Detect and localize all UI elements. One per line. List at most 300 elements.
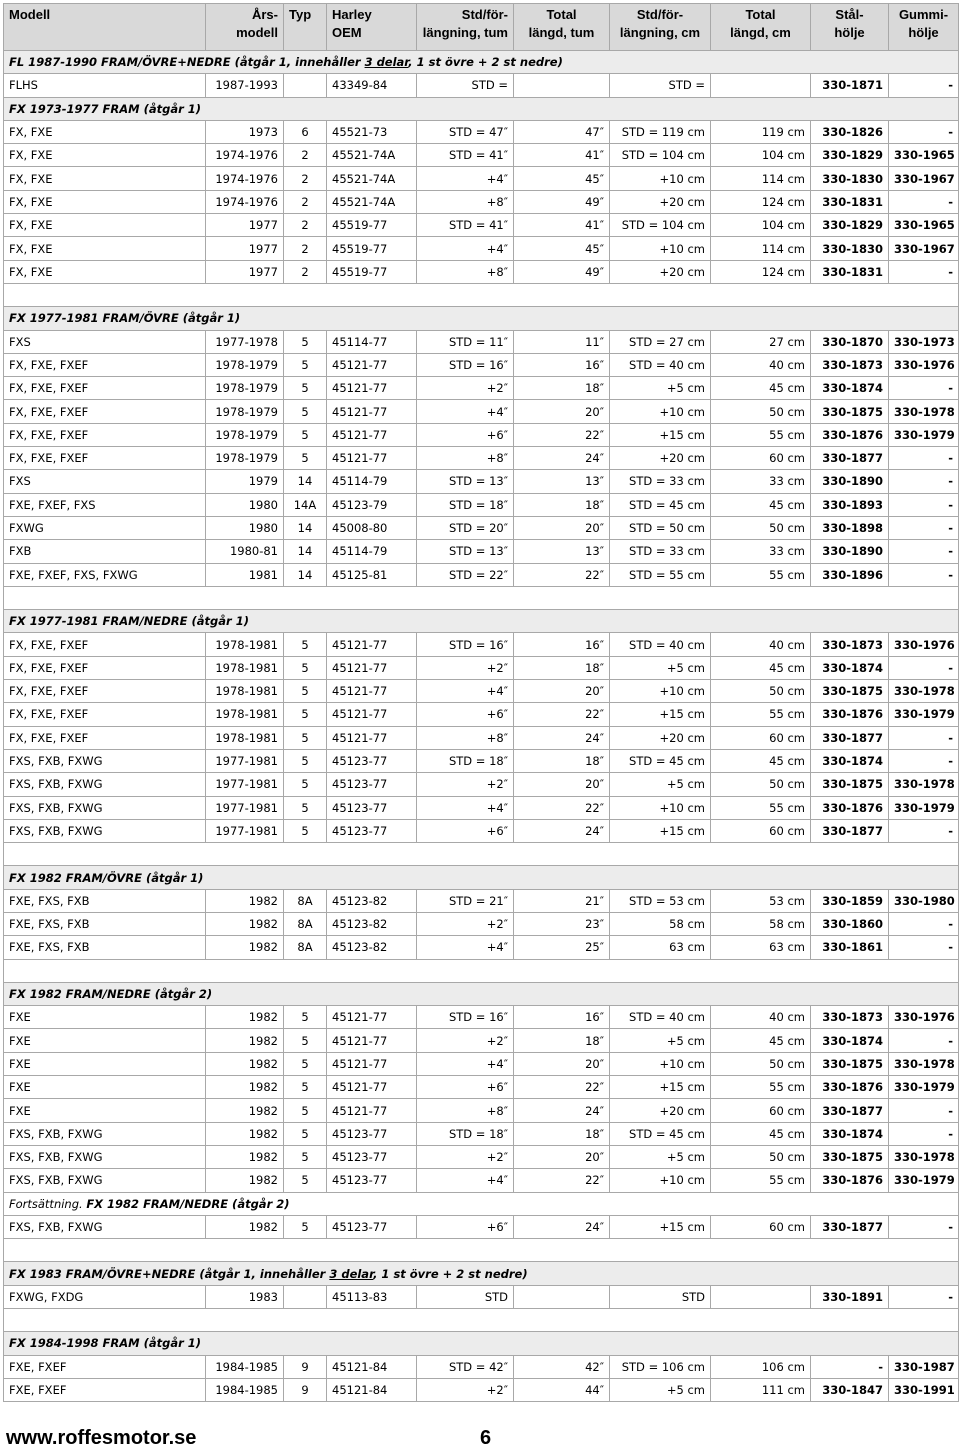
- cell-year: 1978-1981: [206, 656, 284, 679]
- cell-total-cm: 50 cm: [711, 1052, 811, 1075]
- cell-total-cm: 60 cm: [711, 447, 811, 470]
- cell-std-cm: STD = 53 cm: [610, 889, 711, 912]
- cell-type: 5: [284, 330, 327, 353]
- cell-total-cm: 27 cm: [711, 330, 811, 353]
- cell-oem: 45121-77: [327, 353, 417, 376]
- cell-total-inch: 11″: [514, 330, 610, 353]
- cell-total-cm: 50 cm: [711, 516, 811, 539]
- cell-type: 5: [284, 1215, 327, 1238]
- cell-rubber-cover: -: [889, 819, 959, 842]
- cell-std-cm: +20 cm: [610, 1099, 711, 1122]
- cell-oem: 45521-73: [327, 120, 417, 143]
- cell-std-cm: +20 cm: [610, 447, 711, 470]
- cell-total-inch: 24″: [514, 1099, 610, 1122]
- cell-model: FXE, FXEF: [4, 1378, 206, 1401]
- cell-total-cm: 60 cm: [711, 1099, 811, 1122]
- cell-year: 1978-1979: [206, 400, 284, 423]
- cell-year: 1978-1979: [206, 423, 284, 446]
- cell-year: 1980: [206, 493, 284, 516]
- cell-std-inch: STD = 42″: [417, 1355, 514, 1378]
- cell-steel-cover: 330-1876: [811, 703, 889, 726]
- cell-total-inch: 20″: [514, 516, 610, 539]
- cell-model: FX, FXE, FXEF: [4, 703, 206, 726]
- cell-total-inch: 20″: [514, 1145, 610, 1168]
- cell-total-cm: 45 cm: [711, 656, 811, 679]
- cell-total-cm: 55 cm: [711, 703, 811, 726]
- cell-year: 1982: [206, 1145, 284, 1168]
- cell-model: FXS, FXB, FXWG: [4, 1215, 206, 1238]
- cell-model: FX, FXE, FXEF: [4, 633, 206, 656]
- cell-std-cm: STD = 40 cm: [610, 1006, 711, 1029]
- cell-rubber-cover: 330-1976: [889, 353, 959, 376]
- cell-type: 5: [284, 1099, 327, 1122]
- cell-type: 5: [284, 1169, 327, 1192]
- cell-std-cm: STD = 50 cm: [610, 516, 711, 539]
- cell-std-cm: STD = 55 cm: [610, 563, 711, 586]
- cell-std-cm: +5 cm: [610, 656, 711, 679]
- cell-std-cm: +15 cm: [610, 1215, 711, 1238]
- cell-total-inch: 23″: [514, 912, 610, 935]
- cell-steel-cover: 330-1890: [811, 470, 889, 493]
- cell-year: 1978-1981: [206, 633, 284, 656]
- cell-type: 9: [284, 1355, 327, 1378]
- cell-total-inch: 16″: [514, 1006, 610, 1029]
- cell-steel-cover: 330-1890: [811, 540, 889, 563]
- cell-oem: 45123-77: [327, 749, 417, 772]
- cell-type: 5: [284, 400, 327, 423]
- cell-oem: 45121-77: [327, 400, 417, 423]
- table-row: [4, 423, 959, 446]
- cell-rubber-cover: 330-1979: [889, 1169, 959, 1192]
- cell-type: 5: [284, 749, 327, 772]
- header-oem: Harley OEM: [327, 4, 417, 51]
- cell-total-cm: 33 cm: [711, 540, 811, 563]
- cell-total-inch: 47″: [514, 120, 610, 143]
- cell-total-cm: 55 cm: [711, 1169, 811, 1192]
- cell-rubber-cover: 330-1967: [889, 237, 959, 260]
- cell-total-cm: 58 cm: [711, 912, 811, 935]
- cell-std-cm: STD: [610, 1285, 711, 1308]
- cell-total-inch: 22″: [514, 703, 610, 726]
- parts-table: [3, 3, 959, 1402]
- cell-rubber-cover: 330-1978: [889, 680, 959, 703]
- cell-type: 5: [284, 633, 327, 656]
- cell-std-cm: +10 cm: [610, 1169, 711, 1192]
- cell-steel-cover: 330-1877: [811, 1099, 889, 1122]
- section-title-text: FX 1973-1977 FRAM (åtgår 1): [9, 101, 202, 116]
- section-header-row: [4, 1332, 959, 1355]
- cell-total-inch: [514, 1285, 610, 1308]
- header-steel-cover: Stål- hölje: [811, 4, 889, 51]
- cell-rubber-cover: -: [889, 1099, 959, 1122]
- cell-total-cm: 55 cm: [711, 563, 811, 586]
- cell-type: 5: [284, 1052, 327, 1075]
- cell-total-inch: 49″: [514, 260, 610, 283]
- section-title: [4, 1332, 959, 1355]
- cell-type: 2: [284, 260, 327, 283]
- cell-oem: 45121-77: [327, 447, 417, 470]
- cell-model: FXWG: [4, 516, 206, 539]
- cell-total-cm: 104 cm: [711, 144, 811, 167]
- cell-oem: 45125-81: [327, 563, 417, 586]
- cell-total-inch: 20″: [514, 680, 610, 703]
- cell-total-inch: 13″: [514, 540, 610, 563]
- cell-year: 1984-1985: [206, 1355, 284, 1378]
- section-title: [4, 51, 959, 74]
- cell-type: 5: [284, 377, 327, 400]
- cell-std-inch: STD = 21″: [417, 889, 514, 912]
- cell-type: 5: [284, 819, 327, 842]
- cell-total-inch: 24″: [514, 1215, 610, 1238]
- cell-total-inch: 21″: [514, 889, 610, 912]
- cell-oem: 45121-77: [327, 1099, 417, 1122]
- spacer-row: [4, 586, 959, 609]
- cell-year: 1982: [206, 1029, 284, 1052]
- section-header-row: [4, 610, 959, 633]
- cell-steel-cover: 330-1898: [811, 516, 889, 539]
- cell-std-inch: +2″: [417, 377, 514, 400]
- cell-type: 5: [284, 447, 327, 470]
- cell-year: 1982: [206, 1099, 284, 1122]
- continuation-section: FX 1982 FRAM/NEDRE (åtgår 2): [86, 1196, 290, 1211]
- cell-total-cm: 45 cm: [711, 377, 811, 400]
- cell-oem: 45521-74A: [327, 190, 417, 213]
- cell-rubber-cover: 330-1979: [889, 423, 959, 446]
- cell-std-cm: +10 cm: [610, 680, 711, 703]
- cell-std-inch: +4″: [417, 167, 514, 190]
- spacer-row: [4, 1239, 959, 1262]
- cell-oem: 45123-77: [327, 773, 417, 796]
- cell-std-inch: +2″: [417, 656, 514, 679]
- table-row: [4, 726, 959, 749]
- cell-model: FXE, FXEF, FXS: [4, 493, 206, 516]
- cell-type: 5: [284, 703, 327, 726]
- cell-year: 1977-1981: [206, 796, 284, 819]
- cell-model: FX, FXE, FXEF: [4, 656, 206, 679]
- cell-total-cm: 106 cm: [711, 1355, 811, 1378]
- cell-std-inch: +8″: [417, 447, 514, 470]
- cell-steel-cover: 330-1877: [811, 819, 889, 842]
- cell-type: 14: [284, 540, 327, 563]
- cell-std-cm: STD = 45 cm: [610, 493, 711, 516]
- header-total-inch: Total längd, tum: [514, 4, 610, 51]
- cell-total-inch: 22″: [514, 1169, 610, 1192]
- cell-year: 1978-1981: [206, 680, 284, 703]
- cell-type: 5: [284, 1006, 327, 1029]
- cell-model: FX, FXE, FXEF: [4, 726, 206, 749]
- cell-std-cm: +15 cm: [610, 819, 711, 842]
- cell-std-cm: STD = 45 cm: [610, 1122, 711, 1145]
- cell-type: 5: [284, 353, 327, 376]
- cell-total-inch: 44″: [514, 1378, 610, 1401]
- cell-model: FXE, FXS, FXB: [4, 889, 206, 912]
- cell-oem: 45113-83: [327, 1285, 417, 1308]
- cell-std-inch: +4″: [417, 936, 514, 959]
- cell-type: 2: [284, 190, 327, 213]
- cell-std-cm: STD = 33 cm: [610, 540, 711, 563]
- table-row: [4, 330, 959, 353]
- cell-total-inch: 24″: [514, 819, 610, 842]
- cell-steel-cover: 330-1877: [811, 726, 889, 749]
- spacer-row: [4, 1309, 959, 1332]
- document: [3, 3, 958, 1402]
- cell-steel-cover: 330-1830: [811, 237, 889, 260]
- cell-rubber-cover: 330-1976: [889, 1006, 959, 1029]
- header-model: Modell: [4, 4, 206, 51]
- cell-steel-cover: 330-1873: [811, 1006, 889, 1029]
- cell-std-cm: +10 cm: [610, 237, 711, 260]
- cell-total-cm: 45 cm: [711, 1029, 811, 1052]
- cell-type: 5: [284, 1076, 327, 1099]
- cell-oem: 45121-84: [327, 1355, 417, 1378]
- cell-type: 2: [284, 237, 327, 260]
- cell-oem: 45121-77: [327, 703, 417, 726]
- cell-model: FXE, FXEF, FXS, FXWG: [4, 563, 206, 586]
- cell-std-cm: STD = 104 cm: [610, 214, 711, 237]
- cell-rubber-cover: -: [889, 563, 959, 586]
- cell-type: 14: [284, 516, 327, 539]
- cell-rubber-cover: 330-1991: [889, 1378, 959, 1401]
- cell-std-cm: +5 cm: [610, 1145, 711, 1168]
- cell-year: 1981: [206, 563, 284, 586]
- cell-total-cm: 114 cm: [711, 167, 811, 190]
- cell-steel-cover: 330-1896: [811, 563, 889, 586]
- section-title-text: FX 1983 FRAM/ÖVRE+NEDRE (åtgår 1, innehåller: [9, 1266, 330, 1281]
- cell-type: 5: [284, 1029, 327, 1052]
- cell-total-cm: 50 cm: [711, 1145, 811, 1168]
- cell-year: 1974-1976: [206, 190, 284, 213]
- cell-std-cm: +20 cm: [610, 190, 711, 213]
- cell-total-inch: 18″: [514, 377, 610, 400]
- cell-total-inch: 22″: [514, 1076, 610, 1099]
- table-row: [4, 889, 959, 912]
- cell-type: 9: [284, 1378, 327, 1401]
- cell-oem: 45121-77: [327, 726, 417, 749]
- cell-std-cm: STD =: [610, 74, 711, 97]
- cell-total-inch: 20″: [514, 773, 610, 796]
- cell-std-inch: +4″: [417, 680, 514, 703]
- cell-steel-cover: 330-1873: [811, 353, 889, 376]
- cell-rubber-cover: -: [889, 120, 959, 143]
- cell-year: 1980: [206, 516, 284, 539]
- cell-std-cm: +5 cm: [610, 377, 711, 400]
- table-row: [4, 120, 959, 143]
- spacer-cell: [4, 959, 959, 982]
- cell-std-inch: +2″: [417, 1378, 514, 1401]
- cell-rubber-cover: 330-1967: [889, 167, 959, 190]
- cell-std-cm: +15 cm: [610, 703, 711, 726]
- cell-rubber-cover: -: [889, 1215, 959, 1238]
- cell-oem: 45121-77: [327, 1029, 417, 1052]
- cell-model: FX, FXE: [4, 120, 206, 143]
- cell-rubber-cover: 330-1979: [889, 1076, 959, 1099]
- cell-std-inch: STD: [417, 1285, 514, 1308]
- cell-rubber-cover: 330-1979: [889, 703, 959, 726]
- cell-oem: 45114-79: [327, 540, 417, 563]
- cell-year: 1982: [206, 889, 284, 912]
- cell-rubber-cover: -: [889, 516, 959, 539]
- table-row: [4, 633, 959, 656]
- table-row: [4, 1285, 959, 1308]
- cell-total-inch: 20″: [514, 1052, 610, 1075]
- cell-std-inch: STD = 16″: [417, 353, 514, 376]
- cell-model: FX, FXE: [4, 214, 206, 237]
- cell-year: 1977: [206, 214, 284, 237]
- cell-rubber-cover: 330-1987: [889, 1355, 959, 1378]
- cell-total-inch: 18″: [514, 749, 610, 772]
- table-row: [4, 819, 959, 842]
- spacer-cell: [4, 1309, 959, 1332]
- cell-std-inch: STD = 22″: [417, 563, 514, 586]
- cell-year: 1982: [206, 912, 284, 935]
- cell-std-cm: +15 cm: [610, 1076, 711, 1099]
- cell-steel-cover: 330-1874: [811, 1029, 889, 1052]
- cell-rubber-cover: -: [889, 749, 959, 772]
- cell-std-inch: +8″: [417, 260, 514, 283]
- spacer-cell: [4, 1239, 959, 1262]
- cell-model: FX, FXE, FXEF: [4, 447, 206, 470]
- cell-total-inch: 22″: [514, 563, 610, 586]
- section-header-row: [4, 982, 959, 1005]
- cell-steel-cover: 330-1874: [811, 656, 889, 679]
- section-title-text: FX 1982 FRAM/NEDRE (åtgår 2): [9, 987, 213, 1002]
- table-row: [4, 656, 959, 679]
- cell-model: FXS, FXB, FXWG: [4, 749, 206, 772]
- cell-total-inch: 45″: [514, 167, 610, 190]
- table-body: [4, 51, 959, 1402]
- cell-oem: 45121-77: [327, 680, 417, 703]
- cell-std-inch: STD = 16″: [417, 633, 514, 656]
- cell-type: 5: [284, 773, 327, 796]
- cell-total-cm: 60 cm: [711, 1215, 811, 1238]
- cell-model: FXE, FXS, FXB: [4, 912, 206, 935]
- table-row: [4, 167, 959, 190]
- cell-rubber-cover: -: [889, 1122, 959, 1145]
- cell-rubber-cover: -: [889, 493, 959, 516]
- cell-total-cm: 45 cm: [711, 1122, 811, 1145]
- cell-total-cm: 60 cm: [711, 819, 811, 842]
- header-std-inch: Std/för- längning, tum: [417, 4, 514, 51]
- cell-type: 5: [284, 1122, 327, 1145]
- cell-total-cm: 45 cm: [711, 749, 811, 772]
- cell-total-cm: 63 cm: [711, 936, 811, 959]
- table-row: [4, 1122, 959, 1145]
- cell-std-cm: STD = 119 cm: [610, 120, 711, 143]
- table-row: [4, 796, 959, 819]
- cell-year: 1978-1979: [206, 377, 284, 400]
- cell-std-inch: STD = 11″: [417, 330, 514, 353]
- spacer-row: [4, 843, 959, 866]
- cell-model: FX, FXE: [4, 237, 206, 260]
- cell-rubber-cover: -: [889, 377, 959, 400]
- cell-std-inch: STD = 18″: [417, 749, 514, 772]
- header-std-cm: Std/för- längning, cm: [610, 4, 711, 51]
- page-footer: [0, 1427, 960, 1451]
- table-row: [4, 773, 959, 796]
- cell-oem: 45123-82: [327, 936, 417, 959]
- section-title: [4, 97, 959, 120]
- section-header-row: [4, 97, 959, 120]
- spacer-cell: [4, 283, 959, 306]
- cell-total-inch: 18″: [514, 1122, 610, 1145]
- cell-total-cm: 124 cm: [711, 190, 811, 213]
- cell-total-cm: 50 cm: [711, 773, 811, 796]
- cell-total-inch: 41″: [514, 214, 610, 237]
- cell-oem: 45123-77: [327, 1169, 417, 1192]
- cell-type: 5: [284, 726, 327, 749]
- cell-rubber-cover: 330-1976: [889, 633, 959, 656]
- cell-type: 5: [284, 423, 327, 446]
- cell-total-inch: 18″: [514, 656, 610, 679]
- cell-steel-cover: 330-1860: [811, 912, 889, 935]
- website-link[interactable]: www.roffesmotor.se: [6, 1427, 197, 1449]
- cell-total-cm: 55 cm: [711, 796, 811, 819]
- table-row: [4, 680, 959, 703]
- section-title-text: FX 1977-1981 FRAM/ÖVRE (åtgår 1): [9, 311, 241, 326]
- cell-type: [284, 1285, 327, 1308]
- cell-std-cm: 58 cm: [610, 912, 711, 935]
- cell-model: FX, FXE: [4, 260, 206, 283]
- cell-total-inch: 16″: [514, 633, 610, 656]
- spacer-row: [4, 959, 959, 982]
- cell-year: 1982: [206, 1052, 284, 1075]
- cell-total-inch: 24″: [514, 447, 610, 470]
- cell-oem: 45121-77: [327, 656, 417, 679]
- cell-oem: 45121-77: [327, 633, 417, 656]
- cell-std-cm: +5 cm: [610, 773, 711, 796]
- cell-std-inch: STD = 20″: [417, 516, 514, 539]
- table-row: [4, 1029, 959, 1052]
- cell-std-cm: +10 cm: [610, 400, 711, 423]
- cell-type: 5: [284, 1145, 327, 1168]
- cell-steel-cover: 330-1874: [811, 377, 889, 400]
- cell-year: 1979: [206, 470, 284, 493]
- cell-rubber-cover: 330-1978: [889, 400, 959, 423]
- cell-model: FX, FXE: [4, 167, 206, 190]
- cell-year: 1978-1981: [206, 726, 284, 749]
- cell-type: 2: [284, 214, 327, 237]
- cell-oem: 45121-77: [327, 423, 417, 446]
- cell-rubber-cover: -: [889, 936, 959, 959]
- cell-year: 1974-1976: [206, 167, 284, 190]
- cell-model: FXE: [4, 1076, 206, 1099]
- header-total-cm: Total längd, cm: [711, 4, 811, 51]
- cell-std-inch: +2″: [417, 912, 514, 935]
- cell-rubber-cover: -: [889, 1285, 959, 1308]
- table-row: [4, 936, 959, 959]
- section-title: [4, 982, 959, 1005]
- table-row: [4, 470, 959, 493]
- table-row: [4, 1076, 959, 1099]
- cell-year: 1982: [206, 1122, 284, 1145]
- cell-std-cm: +10 cm: [610, 1052, 711, 1075]
- cell-type: 8A: [284, 936, 327, 959]
- cell-steel-cover: 330-1875: [811, 1145, 889, 1168]
- cell-model: FXE: [4, 1099, 206, 1122]
- cell-rubber-cover: 330-1980: [889, 889, 959, 912]
- cell-oem: 45123-77: [327, 1122, 417, 1145]
- cell-type: 5: [284, 656, 327, 679]
- table-row: [4, 563, 959, 586]
- cell-std-cm: STD = 45 cm: [610, 749, 711, 772]
- cell-model: FXE: [4, 1006, 206, 1029]
- cell-steel-cover: 330-1826: [811, 120, 889, 143]
- cell-year: 1978-1979: [206, 447, 284, 470]
- cell-rubber-cover: -: [889, 1029, 959, 1052]
- cell-std-inch: +8″: [417, 190, 514, 213]
- cell-year: 1982: [206, 1215, 284, 1238]
- cell-oem: 45521-74A: [327, 144, 417, 167]
